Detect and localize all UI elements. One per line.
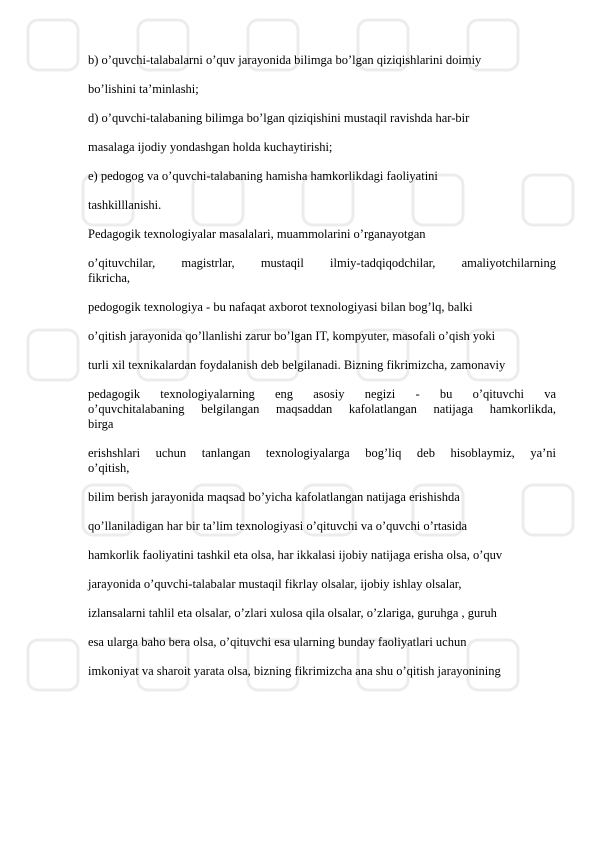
text-line: bilim berish jarayonida maqsad bo’yicha kafolatlangan natijaga erishishda bbox=[88, 490, 460, 504]
text-line: imkoniyat va sharoit yarata olsa, bizning fikrimizcha ana shu o’qitish jarayonining bbox=[88, 664, 501, 678]
text-line: b) o’quvchi-talabalarni o’quv jarayonida bilimga bo’lgan qiziqishlarini doimiy bbox=[88, 53, 482, 67]
text-line: o’qitish jarayonida qo’llanlishi zarur bo’lgan IT, kompyuter, masofali o’qish yoki bbox=[88, 329, 496, 343]
text-line: d) o’quvchi-talabaning bilimga bo’lgan qiziqishini mustaqil ravishda har-bir bbox=[88, 111, 470, 125]
text-line: o’qitish, bbox=[88, 461, 130, 475]
text-line: o’quvchitalabaning belgilangan maqsaddan kafolatlangan natijaga hamkorlikda, bbox=[88, 402, 556, 416]
text-line: hamkorlik faoliyatini tashkil eta olsa, har ikkalasi ijobiy natijaga erisha olsa, o’quv bbox=[88, 548, 503, 562]
text-line: birga bbox=[88, 417, 114, 431]
text-line: izlansalarni tahlil eta olsalar, o’zlari xulosa qila olsalar, o’zlariga, guruhga , guruh bbox=[88, 606, 497, 620]
document-body bbox=[88, 53, 556, 679]
text-line: erishshlari uchun tanlangan texnologiyalarga bog’liq deb hisoblaymiz, ya’ni bbox=[88, 446, 556, 460]
text-line: masalaga ijodiy yondashgan holda kuchaytirishi; bbox=[88, 140, 333, 154]
text-line: Pedagogik texnologiyalar masalalari, muammolarini o’rganayotgan bbox=[88, 227, 426, 241]
text-line: jarayonida o’quvchi-talabalar mustaqil fikrlay olsalar, ijobiy ishlay olsalar, bbox=[88, 577, 462, 591]
text-line: tashkilllanishi. bbox=[88, 198, 162, 212]
text-line: o’qituvchilar, magistrlar, mustaqil ilmiy-tadqiqodchilar, amaliyotchilarning bbox=[88, 256, 556, 270]
text-line: pedagogik texnologiyalarning eng asosiy negizi - bu o’qituvchi va bbox=[88, 387, 556, 401]
text-line: pedogogik texnologiya - bu nafaqat axborot texnologiyasi bilan bog’lq, balki bbox=[88, 300, 473, 314]
text-line: e) pedogog va o’quvchi-talabaning hamisha hamkorlikdagi faoliyatini bbox=[88, 169, 438, 183]
text-line: qo’llaniladigan har bir ta’lim texnologiyasi o’qituvchi va o’quvchi o’rtasida bbox=[88, 519, 468, 533]
text-line: turli xil texnikalardan foydalanish deb belgilanadi. Bizning fikrimizcha, zamonaviy bbox=[88, 358, 506, 372]
text-line: bo’lishini ta’minlashi; bbox=[88, 82, 199, 96]
text-line: fikricha, bbox=[88, 271, 130, 285]
text-line: esa ularga baho bera olsa, o’qituvchi esa ularning bunday faoliyatlari uchun bbox=[88, 635, 467, 649]
